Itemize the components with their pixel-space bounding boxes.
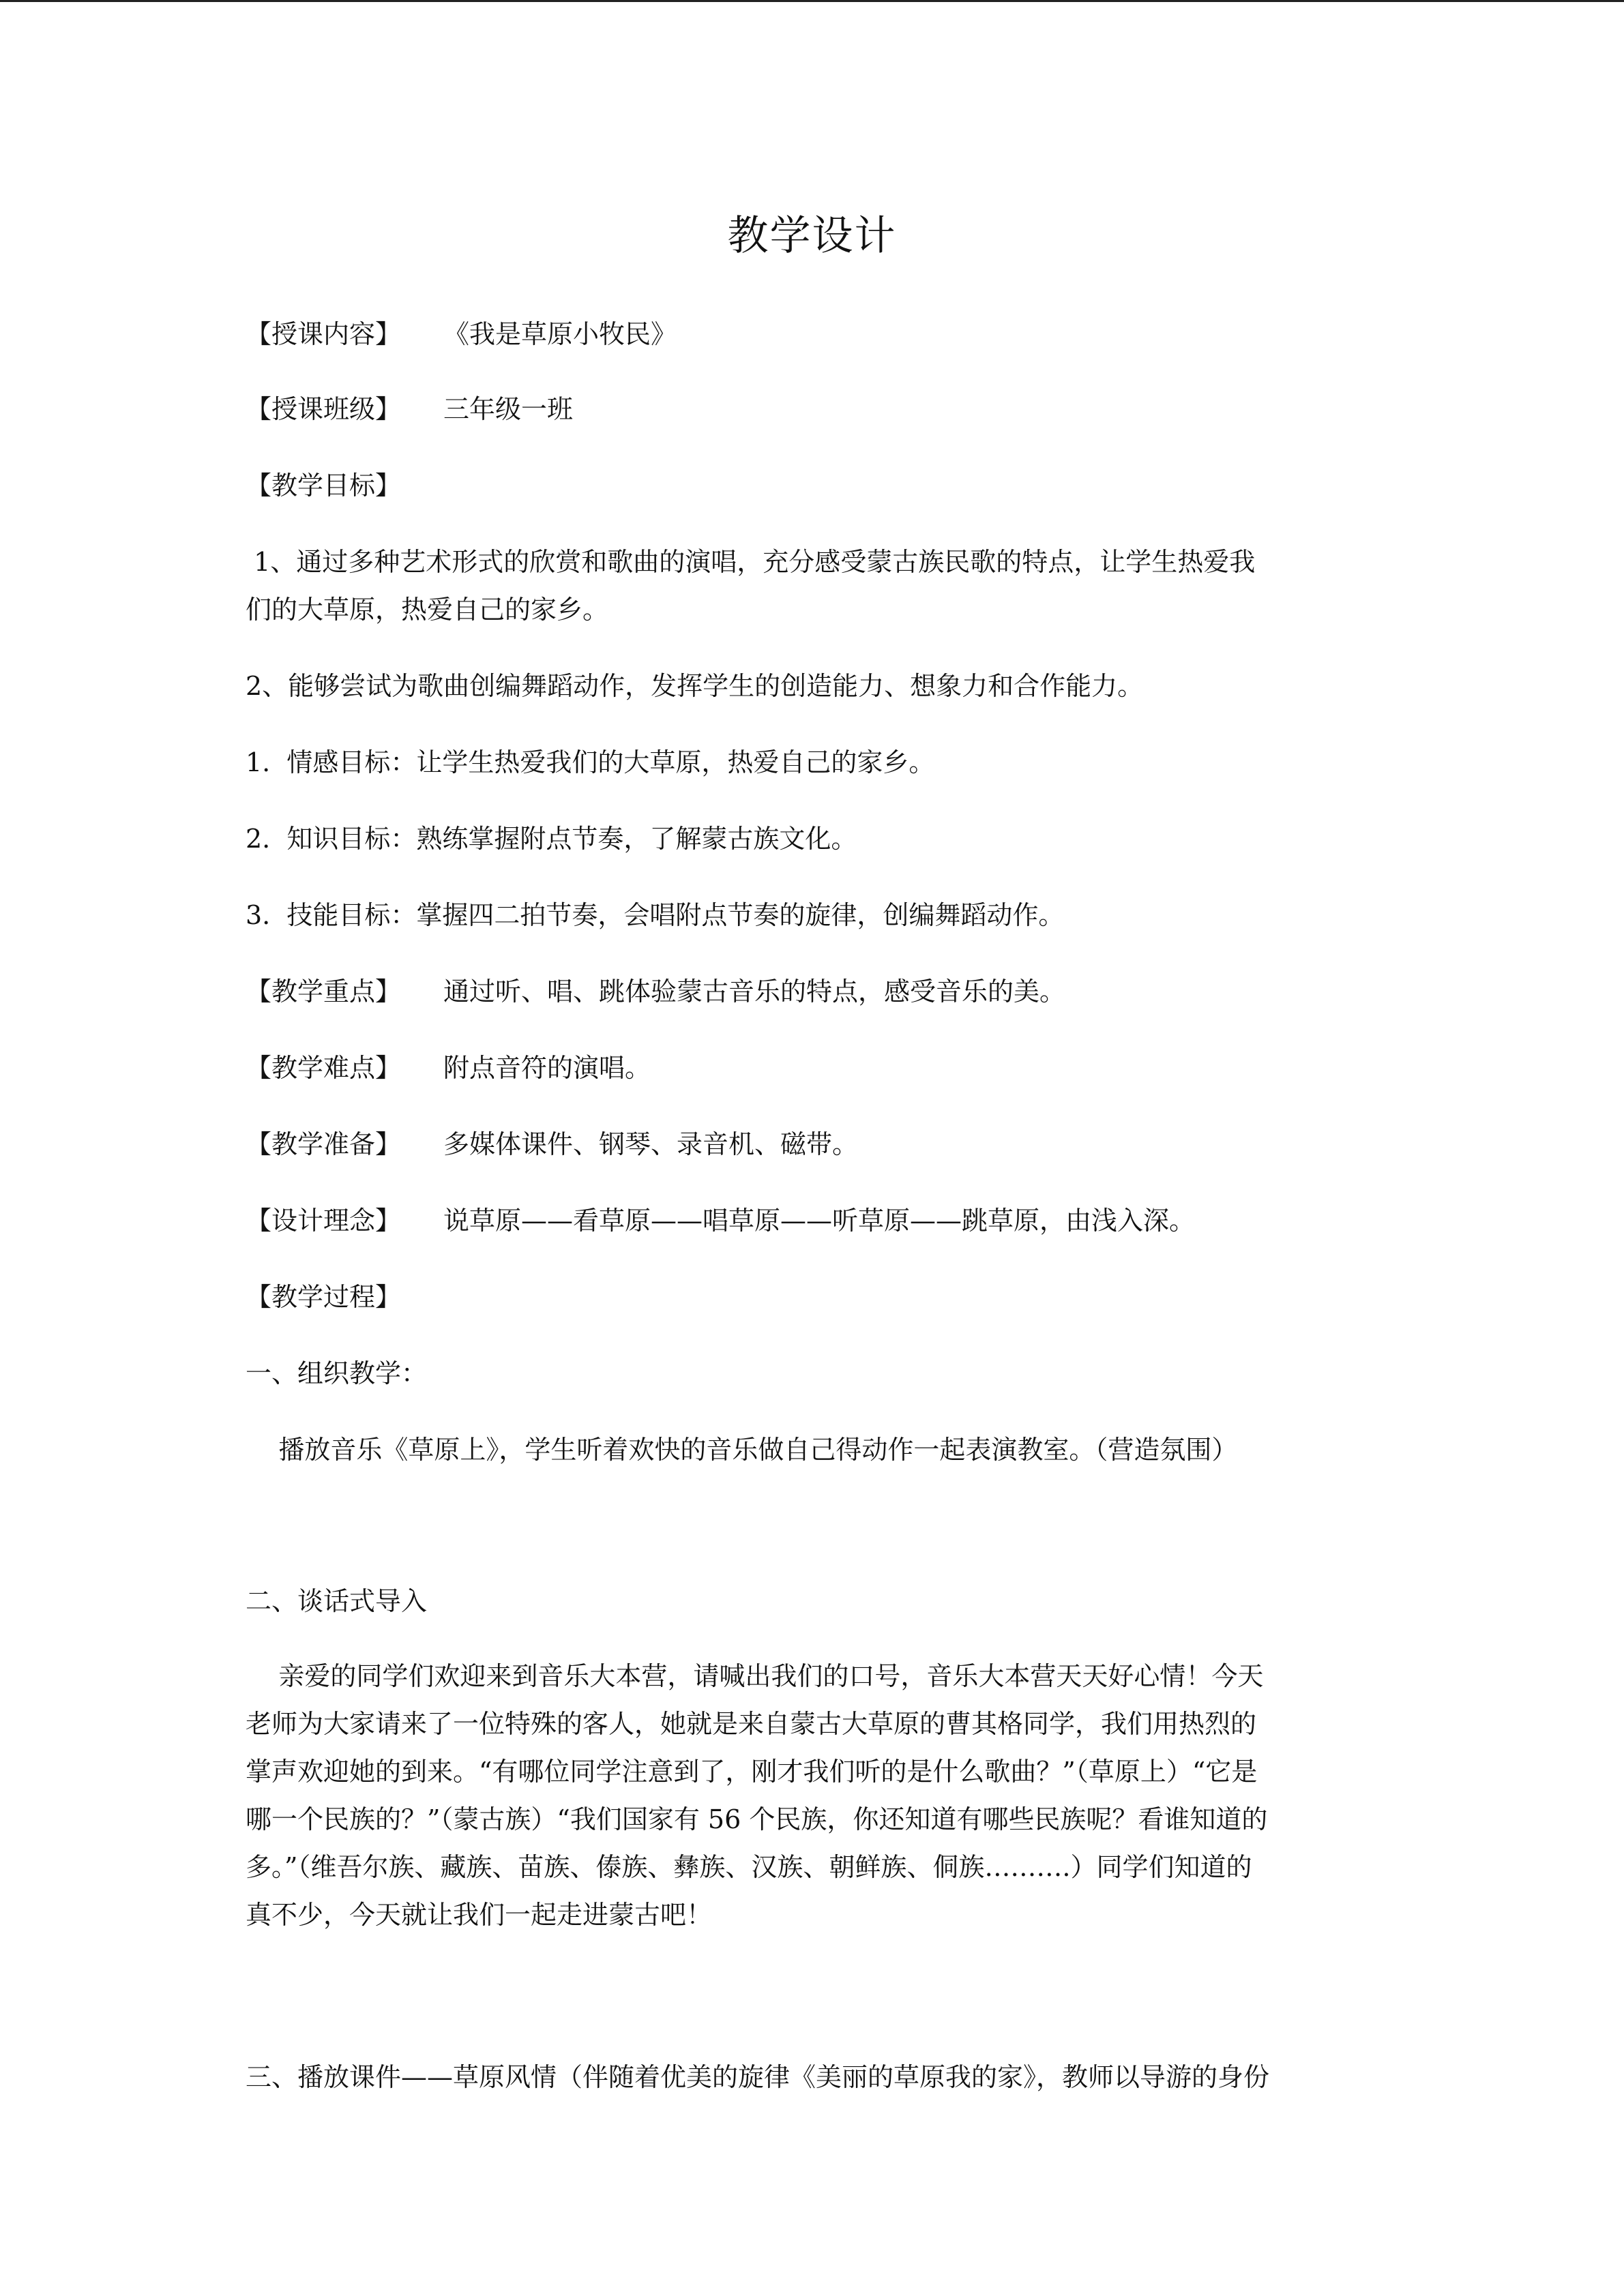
field-difficulty — [246, 1047, 651, 1088]
field-teaching-content — [246, 314, 677, 355]
section-2-line: 掌声欢迎她的到来。“有哪位同学注意到了，刚才我们听的是什么歌曲？”（草原上）“它是 — [246, 1757, 1258, 1787]
field-value: 附点音符的演唱。 — [443, 1053, 651, 1083]
sub-goal-skill: 3. 技能目标：掌握四二拍节奏，会唱附点节奏的旋律，创编舞蹈动作。 — [246, 900, 1065, 930]
sub-goal-emotion: 1. 情感目标：让学生热爱我们的大草原，热爱自己的家乡。 — [246, 747, 935, 777]
goal-2: 2、能够尝试为歌曲创编舞蹈动作，发挥学生的创造能力、想象力和合作能力。 — [246, 671, 1144, 701]
section-1-body: 播放音乐《草原上》，学生听着欢快的音乐做自己得动作一起表演教室。（营造氛围） — [246, 1435, 1238, 1465]
section-2-heading: 二、谈话式导入 — [246, 1586, 428, 1616]
field-value: 多媒体课件、钢琴、录音机、磁带。 — [443, 1129, 859, 1159]
section-1-heading: 一、组织教学： — [246, 1358, 428, 1388]
field-value: 三年级一班 — [443, 394, 574, 424]
field-preparation — [246, 1124, 858, 1165]
goal-1-line-1: 1、通过多种艺术形式的欣赏和歌曲的演唱，充分感受蒙古族民歌的特点，让学生热爱我 — [246, 547, 1256, 577]
field-label: 【教学准备】 — [246, 1129, 402, 1159]
section-2-line: 亲爱的同学们欢迎来到音乐大本营，请喊出我们的口号，音乐大本营天天好心情！今天 — [246, 1661, 1264, 1691]
field-value: 说草原——看草原——唱草原——听草原——跳草原，由浅入深。 — [443, 1206, 1196, 1236]
field-label: 【教学重点】 — [246, 976, 402, 1007]
section-2-line: 哪一个民族的？”（蒙古族）“我们国家有 56 个民族，你还知道有哪些民族呢？看谁知道的 — [246, 1804, 1268, 1834]
section-3-heading: 三、播放课件——草原风情（伴随着优美的旋律《美丽的草原我的家》，教师以导游的身份 — [246, 2062, 1270, 2092]
document-title: 教学设计 — [727, 212, 897, 260]
field-class — [246, 389, 573, 430]
field-label: 【教学难点】 — [246, 1053, 402, 1083]
field-key-point — [246, 971, 1065, 1012]
process-heading: 【教学过程】 — [246, 1282, 402, 1312]
section-2-line: 多。”（维吾尔族、藏族、苗族、傣族、彝族、汉族、朝鲜族、侗族……….）同学们知道的 — [246, 1852, 1252, 1882]
field-label: 【设计理念】 — [246, 1206, 402, 1236]
field-label: 【授课班级】 — [246, 394, 402, 424]
field-design-concept — [246, 1200, 1195, 1241]
field-value: 通过听、唱、跳体验蒙古音乐的特点，感受音乐的美。 — [443, 976, 1066, 1007]
field-value: 《我是草原小牧民》 — [443, 319, 677, 349]
goal-1-line-2: 们的大草原，热爱自己的家乡。 — [246, 595, 609, 625]
field-label: 【授课内容】 — [246, 319, 402, 349]
sub-goal-knowledge: 2. 知识目标：熟练掌握附点节奏，了解蒙古族文化。 — [246, 824, 857, 854]
section-2-line: 老师为大家请来了一位特殊的客人，她就是来自蒙古大草原的曹其格同学，我们用热烈的 — [246, 1709, 1257, 1739]
goals-heading: 【教学目标】 — [246, 471, 402, 501]
section-2-line: 真不少，今天就让我们一起走进蒙古吧！ — [246, 1900, 713, 1930]
